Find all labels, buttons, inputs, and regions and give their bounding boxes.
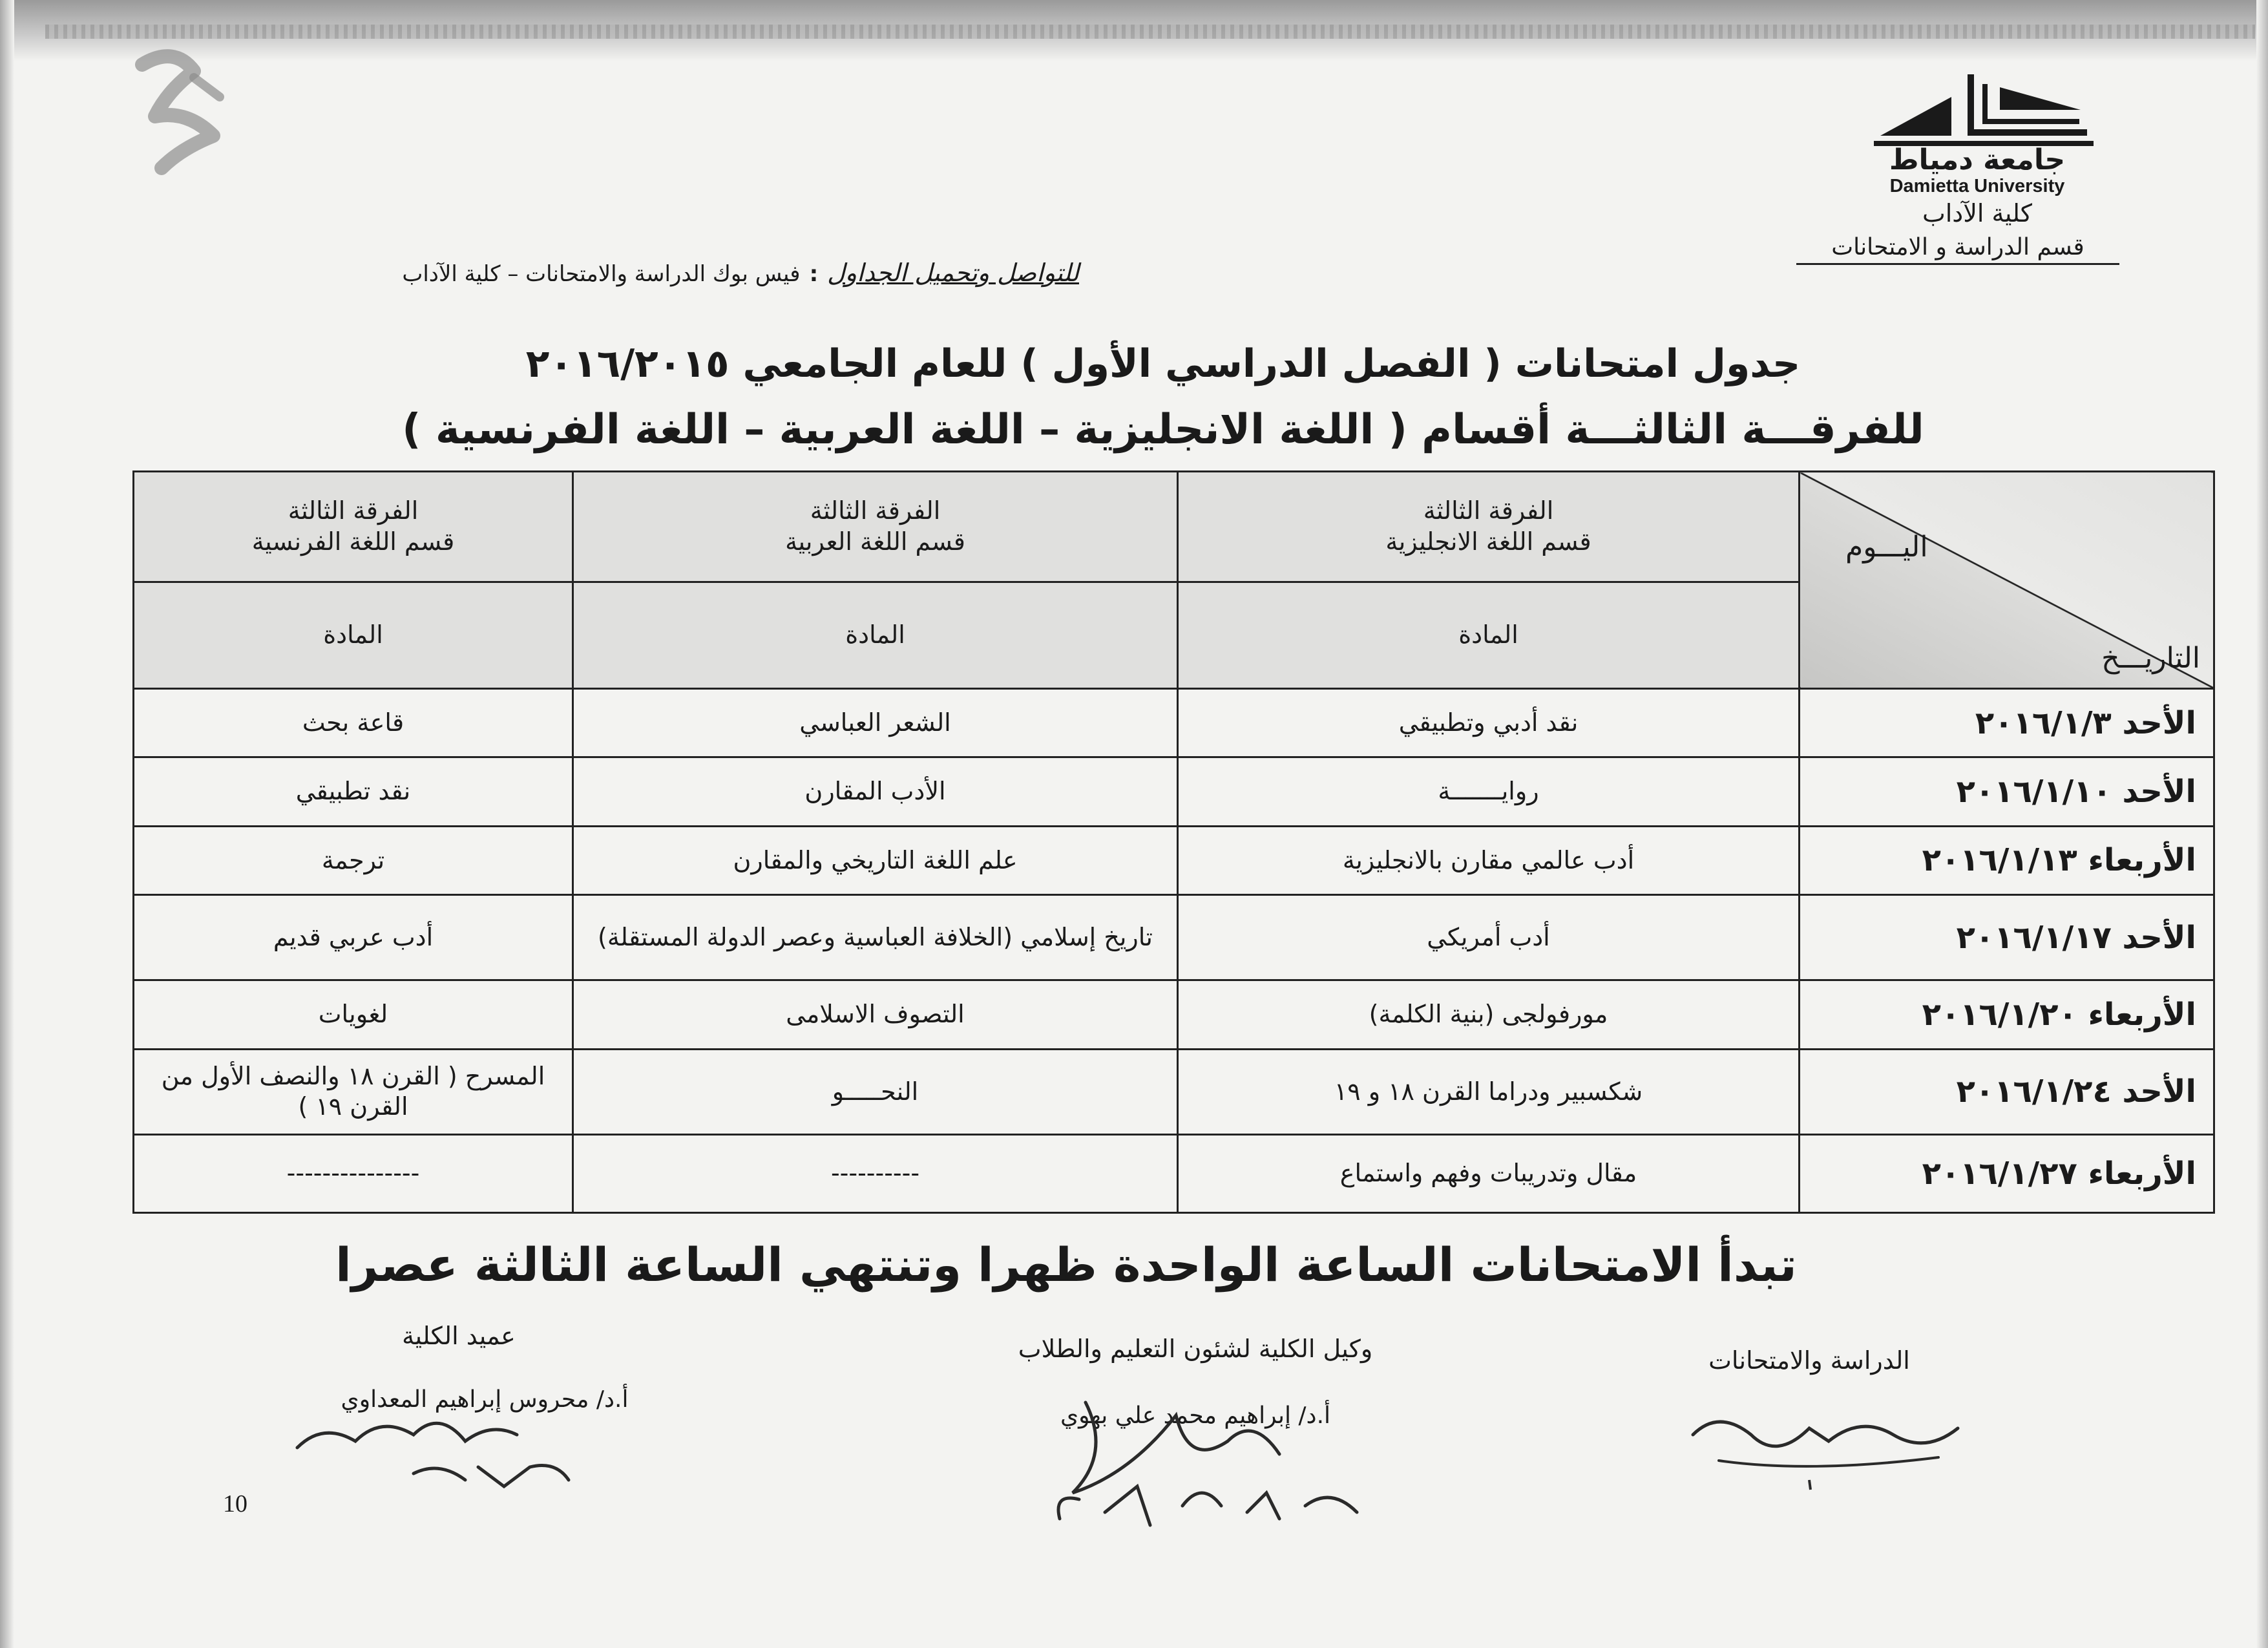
vice-dean-signature-scribble (1034, 1377, 1396, 1545)
column-dept: قسم اللغة الفرنسية (251, 527, 455, 556)
department-name: قسم الدراسة و الامتحانات (1796, 234, 2119, 265)
table-row (134, 980, 2214, 1049)
exam-date: الأربعاء ٢٠١٦/١/٢٧ (1800, 1135, 2214, 1213)
faculty-name: كلية الآداب (1922, 199, 2033, 227)
english-subject: مورفولجى (بنية الكلمة) (1178, 980, 1800, 1049)
french-subject: المسرح ( القرن ١٨ والنصف الأول من القرن ١٩ ) (134, 1049, 573, 1134)
vice-dean-name: أ.د/ إبراهيم محمد علي بهوي (1060, 1402, 1331, 1429)
french-subject: قاعة بحث (134, 688, 573, 757)
french-subject: --------------- (134, 1135, 573, 1213)
exam-time-note: تبدأ الامتحانات الساعة الواحدة ظهرا وتنتهي الساعة الثالثة عصرا (335, 1238, 1797, 1292)
exam-date: الأحد ٢٠١٦/١/٣ (1800, 688, 2214, 757)
arabic-subject: علم اللغة التاريخي والمقارن (573, 826, 1178, 894)
exam-date: الأحد ٢٠١٦/١/١٧ (1800, 895, 2214, 980)
column-level: الفرقة الثالثة (288, 496, 419, 525)
corner-date-label: التاريـــخ (2101, 641, 2200, 675)
studies-signature-scribble (1680, 1396, 1977, 1493)
french-subject: ترجمة (134, 826, 573, 894)
arabic-subject: ---------- (573, 1135, 1178, 1213)
contact-line (207, 259, 1079, 287)
arabic-subject: النحـــــو (573, 1049, 1178, 1134)
table-row (134, 826, 2214, 894)
exam-schedule-table (132, 470, 2215, 1214)
table-row (134, 757, 2214, 826)
table-row (134, 1049, 2214, 1134)
column-header-arabic (573, 472, 1178, 582)
vice-dean-title: وكيل الكلية لشئون التعليم والطلاب (1018, 1335, 1373, 1363)
subject-header-arabic: المادة (573, 582, 1178, 688)
french-subject: أدب عربي قديم (134, 895, 573, 980)
table-row (134, 688, 2214, 757)
column-dept: قسم اللغة الانجليزية (1385, 527, 1591, 556)
english-subject: أدب عالمي مقارن بالانجليزية (1178, 826, 1800, 894)
subject-header-french: المادة (134, 582, 573, 688)
arabic-subject: تاريخ إسلامي (الخلافة العباسية وعصر الدولة المستقلة) (573, 895, 1178, 980)
table-row (134, 895, 2214, 980)
page-number: 10 (223, 1490, 247, 1517)
english-subject: أدب أمريكي (1178, 895, 1800, 980)
arabic-subject: الشعر العباسي (573, 688, 1178, 757)
schedule-subtitle: للفرقـــة الثالثـــة أقسام ( اللغة الانجليزية – اللغة العربية – اللغة الفرنسية ) (402, 406, 1924, 454)
contact-label: للتواصل وتحميل الجداول (827, 259, 1079, 287)
exam-date: الأحد ٢٠١٦/١/٢٤ (1800, 1049, 2214, 1134)
french-subject: نقد تطبيقي (134, 757, 573, 826)
contact-separator: : (809, 261, 819, 287)
column-header-english (1178, 472, 1800, 582)
english-subject: روايـــــــة (1178, 757, 1800, 826)
column-dept: قسم اللغة العربية (785, 527, 965, 556)
exam-date: الأربعاء ٢٠١٦/١/١٣ (1800, 826, 2214, 894)
dean-signature-scribble (284, 1389, 588, 1512)
corner-day-label: اليـــوم (1845, 531, 1928, 564)
exam-date: الأحد ٢٠١٦/١/١٠ (1800, 757, 2214, 826)
handwritten-mark (116, 39, 246, 207)
arabic-subject: الأدب المقارن (573, 757, 1178, 826)
schedule-title: جدول امتحانات ( الفصل الدراسي الأول ) للعام الجامعي ٢٠١٦/٢٠١٥ (525, 341, 1801, 386)
university-name-arabic: جامعة دمياط (1889, 143, 2066, 176)
french-subject: لغويات (134, 980, 573, 1049)
arabic-subject: التصوف الاسلامى (573, 980, 1178, 1049)
university-logo-icon (1874, 65, 2094, 155)
corner-header-cell (1800, 472, 2214, 689)
column-level: الفرقة الثالثة (810, 496, 941, 525)
exam-date: الأربعاء ٢٠١٦/١/٢٠ (1800, 980, 2214, 1049)
column-level: الفرقة الثالثة (1423, 496, 1554, 525)
scan-shadow-right (2256, 0, 2268, 1648)
dean-title: عميد الكلية (402, 1322, 516, 1350)
column-header-french (134, 472, 573, 582)
dean-name: أ.د/ محروس إبراهيم المعداوي (341, 1386, 629, 1413)
studies-signature-title: الدراسة والامتحانات (1708, 1346, 1910, 1375)
scan-shadow-left (0, 0, 14, 1648)
scan-noise-strip (45, 25, 2255, 39)
contact-value: فيس بوك الدراسة والامتحانات – كلية الآداب (402, 261, 801, 287)
subject-header-english: المادة (1178, 582, 1800, 688)
english-subject: مقال وتدريبات وفهم واستماع (1178, 1135, 1800, 1213)
english-subject: شكسبير ودراما القرن ١٨ و ١٩ (1178, 1049, 1800, 1134)
university-name-english: Damietta University (1889, 176, 2065, 196)
table-row (134, 1135, 2214, 1213)
english-subject: نقد أدبي وتطبيقي (1178, 688, 1800, 757)
